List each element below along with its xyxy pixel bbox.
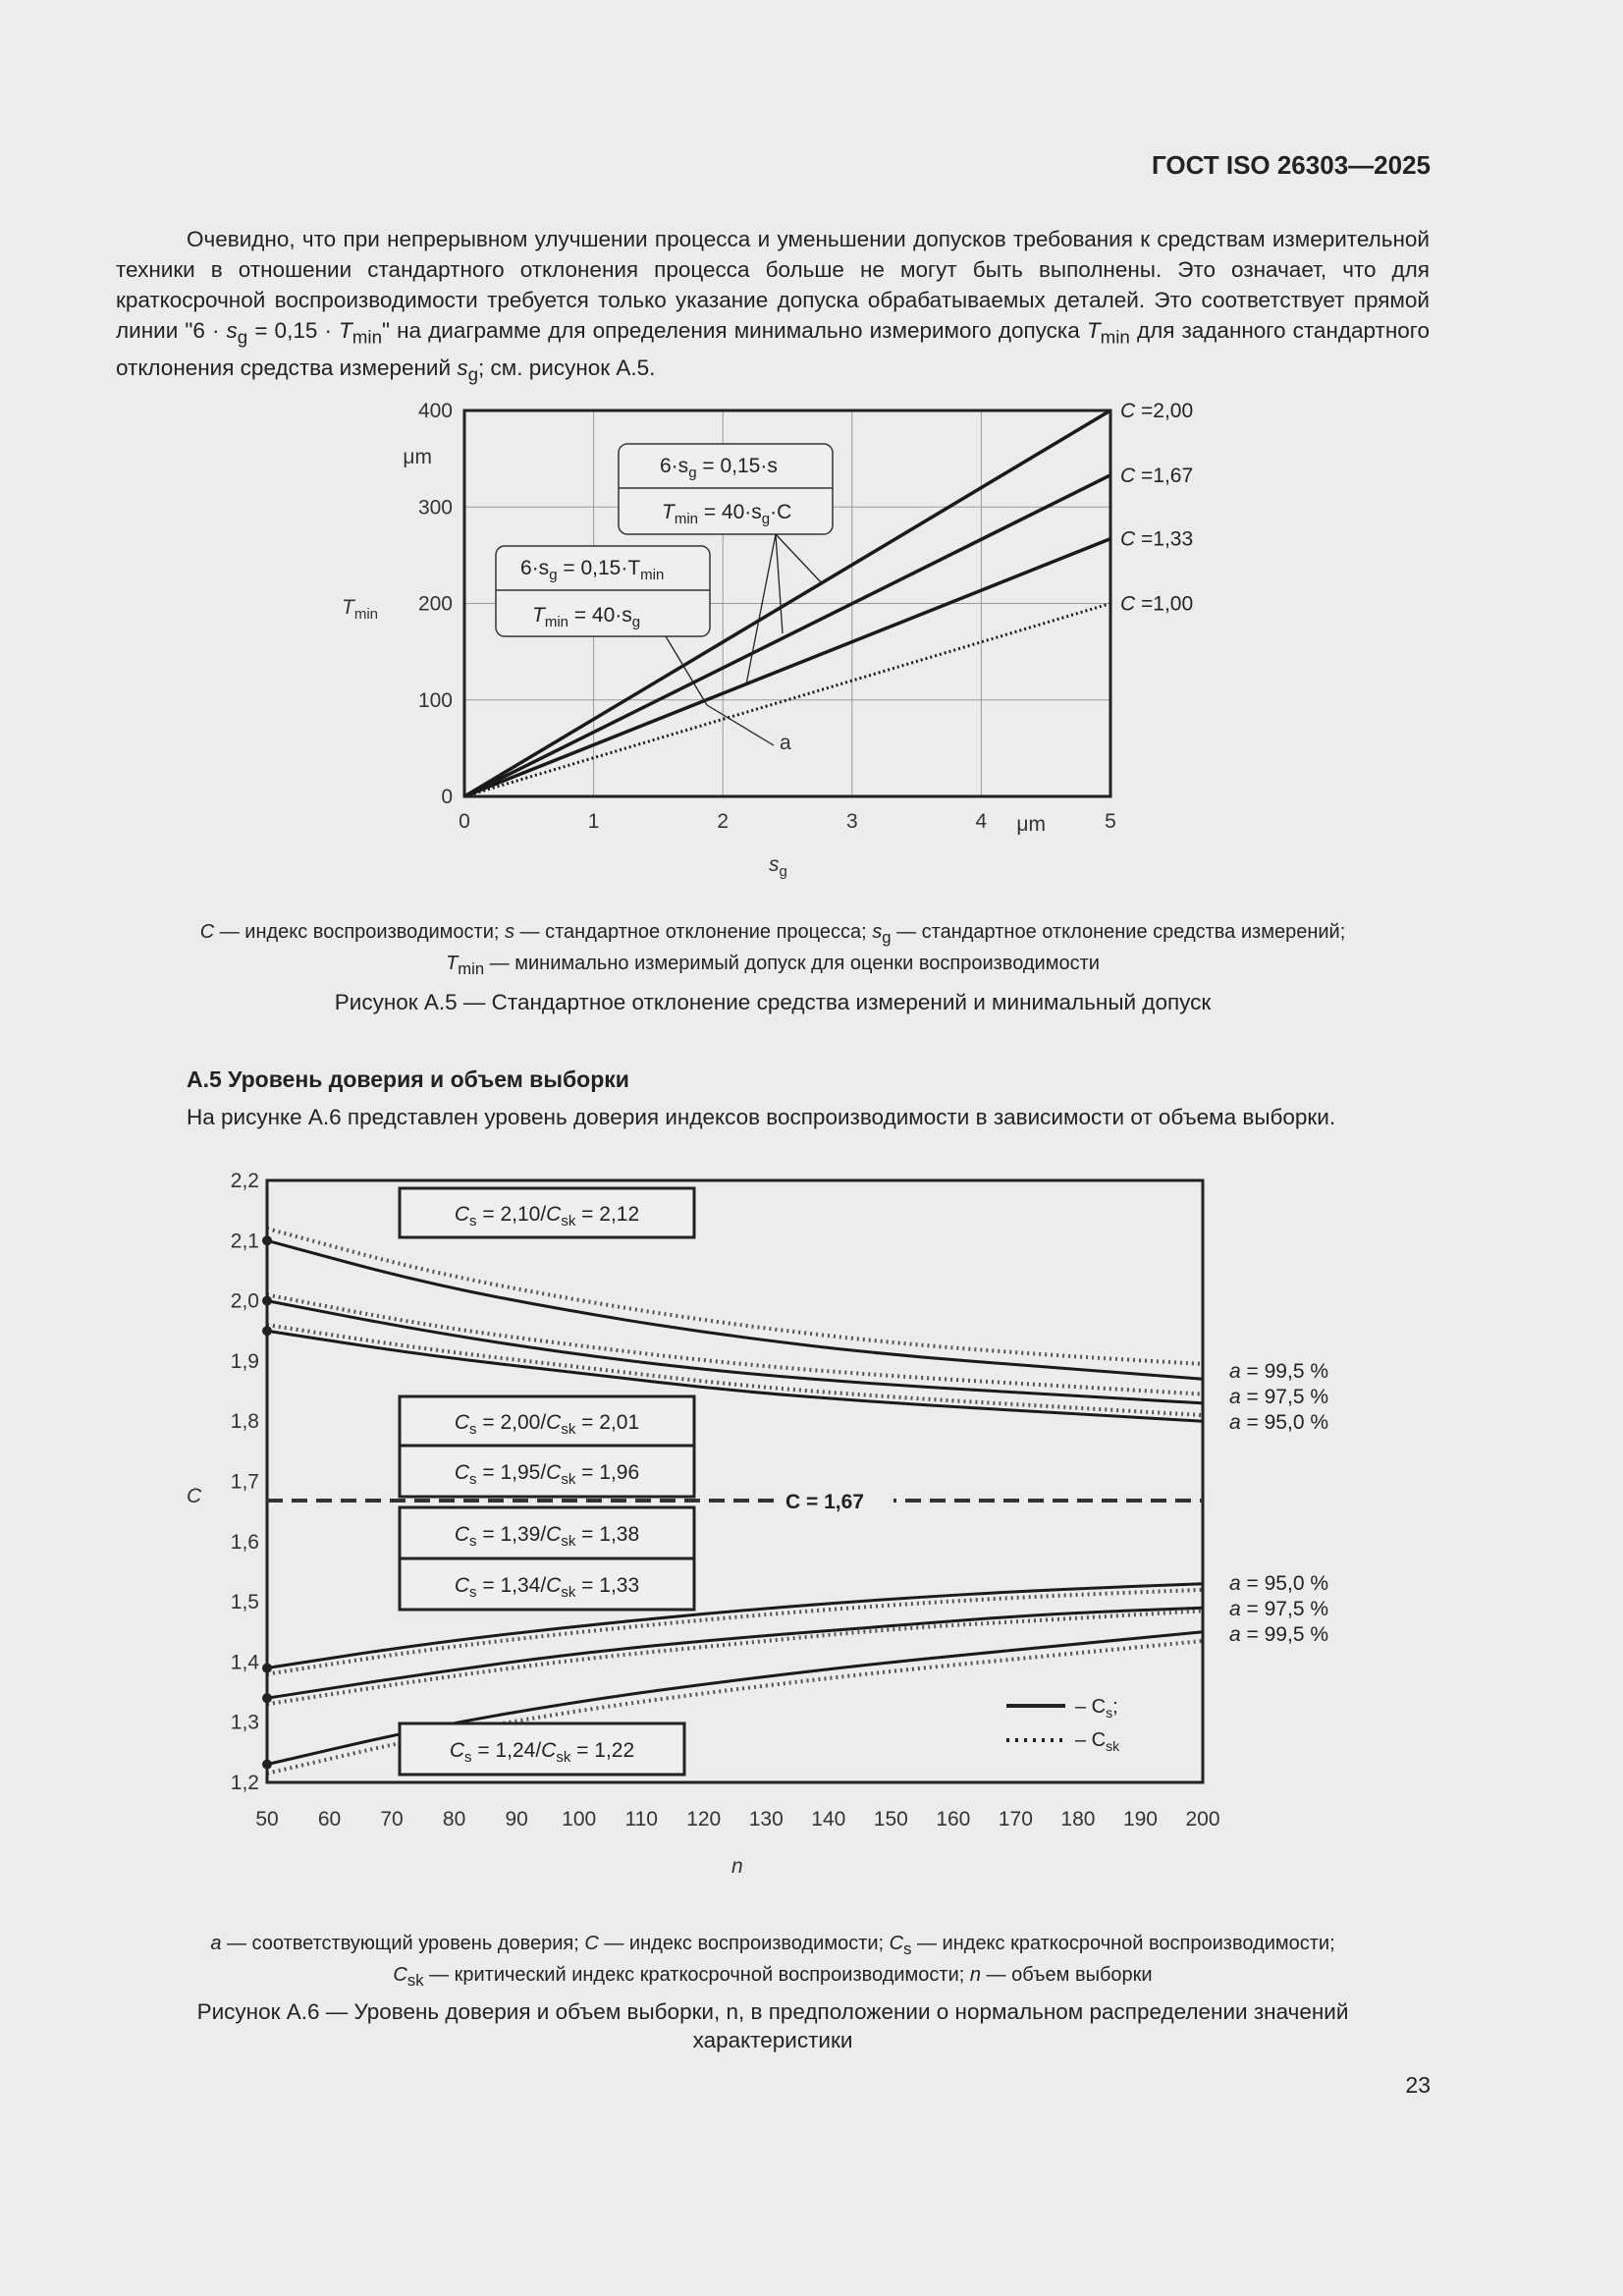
confidence-label: a = 97,5 % — [1229, 1598, 1328, 1620]
series-label: C =1,67 — [1120, 464, 1194, 487]
series-label: C =1,33 — [1120, 527, 1194, 551]
y-tick-label: 1,4 — [230, 1651, 259, 1674]
series-curve — [267, 1229, 1203, 1364]
y-tick-label: 1,7 — [230, 1470, 259, 1494]
y-unit-label: μm — [403, 446, 432, 468]
index-box — [400, 1507, 694, 1558]
x-tick-label: 3 — [845, 810, 858, 833]
x-tick-label: 0 — [459, 810, 470, 833]
y-axis-label-c: C — [187, 1485, 202, 1507]
x-tick-label: 180 — [1060, 1808, 1096, 1831]
x-tick-label: 50 — [255, 1808, 279, 1831]
figure-a5-caption: Рисунок А.5 — Стандартное отклонение средства измерений и минимальный допуск — [334, 990, 1212, 1014]
y-tick-label: 400 — [417, 400, 453, 422]
svg-text:Tmin = 40·sg: $T_{min} = 40\cdot s_g$ — [532, 604, 641, 630]
confidence-label: a = 99,5 % — [1229, 1623, 1328, 1646]
y-tick-label: 1,8 — [230, 1410, 259, 1434]
y-axis-label: $T_{min}$ — [342, 596, 378, 623]
y-tick-label: 100 — [417, 688, 453, 712]
y-tick-label: 2,1 — [230, 1230, 259, 1253]
svg-text:Cs = 2,10/Csk = 2,12: $C_s = 2,10/C_{sk} = 2,12$ — [454, 1203, 640, 1230]
y-tick-label: 300 — [417, 496, 453, 519]
figure-a5-chart — [314, 388, 1257, 899]
svg-text:Tmin = 40·sg·C: $T_{min} = 40\cdot s_g\cdot C$ — [662, 501, 792, 527]
x-tick-label: 170 — [998, 1808, 1033, 1831]
index-box — [400, 1396, 694, 1446]
y-tick-label: 2,2 — [230, 1170, 259, 1192]
svg-text:6·sg = 0,15·s: $6\cdot s_g = 0,15\cdot s$ — [660, 455, 778, 481]
series-curve — [267, 1611, 1203, 1704]
svg-text:Cs = 1,39/Csk = 1,38: $C_s = 1,39/C_{sk} = 1,38$ — [454, 1523, 640, 1550]
x-tick-label: 120 — [686, 1808, 722, 1831]
figure-a6-legend: a — соответствующий уровень доверия; C — индекс воспроизводимости; $C_s$ — индекс краткосрочной воспроизводимости; $C_{sk}$ — критический индекс краткосрочной воспроизводимости; n — объем выборки — [210, 1933, 1335, 1990]
svg-text:C = 1,67: C = 1,67 — [785, 1491, 864, 1513]
y-tick-label: 0 — [441, 786, 453, 808]
index-box — [400, 1723, 684, 1775]
x-tick-label: 70 — [380, 1808, 404, 1831]
x-tick-label: 130 — [748, 1808, 784, 1831]
pointer-label-a: a — [780, 732, 791, 754]
series-label: C =1,00 — [1120, 592, 1194, 616]
svg-text:6·sg = 0,15·Tmin: $6\cdot s_g = 0,15\cdot T_{min}$ — [520, 557, 665, 583]
x-tick-label: 2 — [717, 810, 730, 833]
x-tick-label: 110 — [624, 1808, 658, 1831]
section-title: А.5 Уровень доверия и объем выборки — [187, 1066, 629, 1092]
index-box — [400, 1446, 694, 1497]
y-tick-label: 1,2 — [230, 1772, 259, 1794]
x-unit-label: μm — [1016, 813, 1046, 836]
confidence-label: a = 97,5 % — [1229, 1386, 1328, 1408]
x-tick-label: 90 — [505, 1808, 528, 1831]
x-tick-label: 140 — [811, 1808, 846, 1831]
y-tick-label: 1,3 — [230, 1711, 259, 1734]
section-text: На рисунке А.6 представлен уровень доверия индексов воспроизводимости в зависимости от объема выборки. — [187, 1105, 1336, 1129]
x-tick-label: 4 — [975, 810, 988, 833]
y-tick-label: 1,9 — [230, 1349, 259, 1373]
figure-a6-chart — [167, 1164, 1365, 1890]
x-tick-label: 200 — [1185, 1808, 1220, 1831]
y-tick-label: 1,5 — [230, 1591, 259, 1614]
x-tick-label: 1 — [587, 810, 600, 833]
formula-box-general — [619, 444, 833, 534]
confidence-label: a = 99,5 % — [1229, 1360, 1328, 1383]
x-tick-label: 190 — [1122, 1808, 1158, 1831]
x-tick-label: 5 — [1105, 810, 1116, 833]
x-axis-label: $s_g$ — [769, 853, 787, 880]
intro-paragraph: Очевидно, что при непрерывном улучшении процесса и уменьшении допусков требования к средствам измерительной техники в отношении стандартного отклонения процесса больше не могут быть выполнены. Это означает, что для краткосрочной воспроизводимости требуется только указание допуска обрабатываемых деталей. Это соответствует прямой линии "$6 \cdot s_g = 0,15 \cdot T_{min}$" на диаграмме для определения минимально измеримого допуска $T_{min}$ для заданного стандартного отклонения средства измерений $s_g$; см. рисунок А.5. — [116, 227, 1431, 384]
series-curve — [267, 1240, 1203, 1379]
x-axis-label-n: n — [731, 1855, 743, 1878]
x-tick-label: 100 — [562, 1808, 597, 1831]
x-tick-label: 150 — [873, 1808, 908, 1831]
index-box — [400, 1558, 694, 1610]
document-id: ГОСТ ISO 26303—2025 — [1151, 150, 1431, 180]
svg-text:Cs = 1,34/Csk = 1,33: $C_s = 1,34/C_{sk} = 1,33$ — [454, 1574, 640, 1601]
page-number: 23 — [1405, 2072, 1431, 2098]
svg-text:Cs = 1,95/Csk = 1,96: $C_s = 1,95/C_{sk} = 1,96$ — [454, 1461, 640, 1488]
x-tick-label: 160 — [936, 1808, 971, 1831]
series-label: C =2,00 — [1120, 400, 1194, 422]
confidence-label: a = 95,0 % — [1229, 1411, 1328, 1434]
figure-a5-legend: C — индекс воспроизводимости; s — стандартное отклонение процесса; $s_g$ — стандартное отклонение средства измерений; $T_{min}$ — минимально измеримый допуск для оценки воспроизводимости — [199, 921, 1346, 978]
chart-legend — [1006, 1696, 1120, 1754]
svg-text:– Cs;: – $C_s$; — [1075, 1696, 1118, 1721]
x-tick-label: 60 — [317, 1808, 342, 1831]
formula-box-c1 — [496, 546, 710, 636]
svg-text:Cs = 2,00/Csk = 2,01: $C_s = 2,00/C_{sk} = 2,01$ — [454, 1411, 640, 1438]
svg-text:Cs = 1,24/Csk = 1,22: $C_s = 1,24/C_{sk} = 1,22$ — [449, 1739, 635, 1766]
y-tick-label: 1,6 — [230, 1530, 259, 1554]
index-box — [400, 1188, 694, 1237]
figure-a6-caption: Рисунок А.6 — Уровень доверия и объем выборки, n, в предположении о нормальном распределении значений характеристики — [196, 1999, 1349, 2052]
y-tick-label: 2,0 — [230, 1289, 259, 1313]
confidence-label: a = 95,0 % — [1229, 1572, 1328, 1595]
y-tick-label: 200 — [417, 592, 453, 616]
x-tick-label: 80 — [442, 1808, 466, 1831]
svg-text:– Csk: – $C_{sk}$ — [1075, 1729, 1120, 1754]
